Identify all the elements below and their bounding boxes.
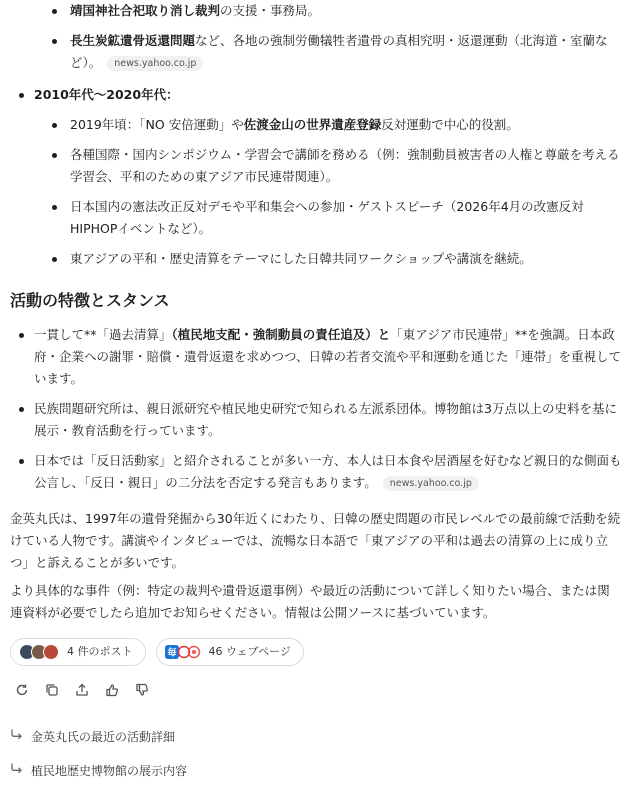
list-item: 2019年頃：「NO 安倍運動」や佐渡金山の世界遺産登録反対運動で中心的役割。 [10,114,622,136]
decade-label: 2010年代〜2020年代： [34,87,179,102]
source-chip[interactable]: news.yahoo.co.jp [383,476,479,491]
follow-up-arrow-icon [10,760,23,782]
decade-item [10,84,622,106]
avatar [43,644,59,660]
list-item: 各種国際・国内シンポジウム・学習会で講師を務める（例：強制動員被害者の人権と尊厳を考える学習会、平和のための東アジア市民連帯関連）。 [10,144,622,188]
section-title: 活動の特徴とスタンス [10,291,170,310]
follow-up-arrow-icon [10,726,23,748]
list-item: 長生炭鉱遺骨返還問題など、各地の強制労働犠牲者遺骨の真相究明・返還運動（北海道・室蘭など）。 news.yahoo.co.jp [10,30,622,74]
web-pages-pill[interactable] [156,638,304,666]
summary-paragraph: 金英丸氏は、1997年の遺骨発掘から30年近くにわたり、日韓の歴史問題の市民レベルでの最前線で活動を続けている人物です。講演やインタビューでは、流暢な日本語で「東アジアの平和は過去の清算の上に成り立つ」と訴えることが多いです。 [10,511,621,570]
posts-pill[interactable] [10,638,146,666]
suggestions [10,726,622,782]
copy-icon[interactable] [44,682,60,698]
posts-count: 4 件のポスト [67,645,133,658]
thumbs-down-icon[interactable] [134,682,150,698]
list-item: 東アジアの平和・歴史清算をテーマにした日韓共同ワークショップや講演を継続。 [10,248,622,270]
action-bar [14,682,622,698]
top-list [10,0,622,74]
decade-list [10,84,622,106]
list-item: 日本国内の憲法改正反対デモや平和集会への参加・ゲストスピーチ（2026年4月の改憲反対HIPHOPイベントなど）。 [10,196,622,240]
svg-text:毎: 毎 [166,647,177,658]
thumbs-up-icon[interactable] [104,682,120,698]
decade-sublist [10,114,622,270]
avatar-group [19,644,59,660]
regenerate-icon[interactable] [14,682,30,698]
source-chip[interactable]: news.yahoo.co.jp [107,56,203,71]
stance-list [10,324,622,494]
followup-paragraph: より具体的な事件（例：特定の裁判や遺骨返還事例）や最近の活動について詳しく知りたい場合、または関連資料が必要でしたら追加でお知らせください。情報は公開ソースに基づいています。 [10,583,610,620]
site-favicon-icon [187,645,201,659]
suggestion-item[interactable] [10,726,622,748]
suggestion-item[interactable] [10,760,622,782]
favicon-group [165,645,201,659]
web-count: 46 ウェブページ [208,645,291,658]
suggestion-label: 金英丸氏の最近の活動詳細 [31,730,176,744]
list-item: 民族問題研究所は、親日派研究や植民地史研究で知られる左派系団体。博物館は3万点以上の史料を基に展示・教育活動を行っています。 [10,398,622,442]
share-icon[interactable] [74,682,90,698]
list-item: 一貫して**「過去清算」（植民地支配・強制動員の責任追及）と「東アジア市民連帯」**を強調。日本政府・企業への謝罪・賠償・遺骨返還を求めつつ、日韓の若者交流や平和運動を通じた「連帯」を重視しています。 [10,324,622,390]
list-item: 靖国神社合祀取り消し裁判の支援・事務局。 [10,0,622,22]
suggestion-label: 植民地歴史博物館の展示内容 [31,764,188,778]
list-item: 日本では「反日活動家」と紹介されることが多い一方、本人は日本食や居酒屋を好むなど親日的な側面も公言し、「反日・親日」の二分法を否定する発言もあります。 news.yahoo.co.jp [10,450,622,494]
source-pills [10,638,622,666]
